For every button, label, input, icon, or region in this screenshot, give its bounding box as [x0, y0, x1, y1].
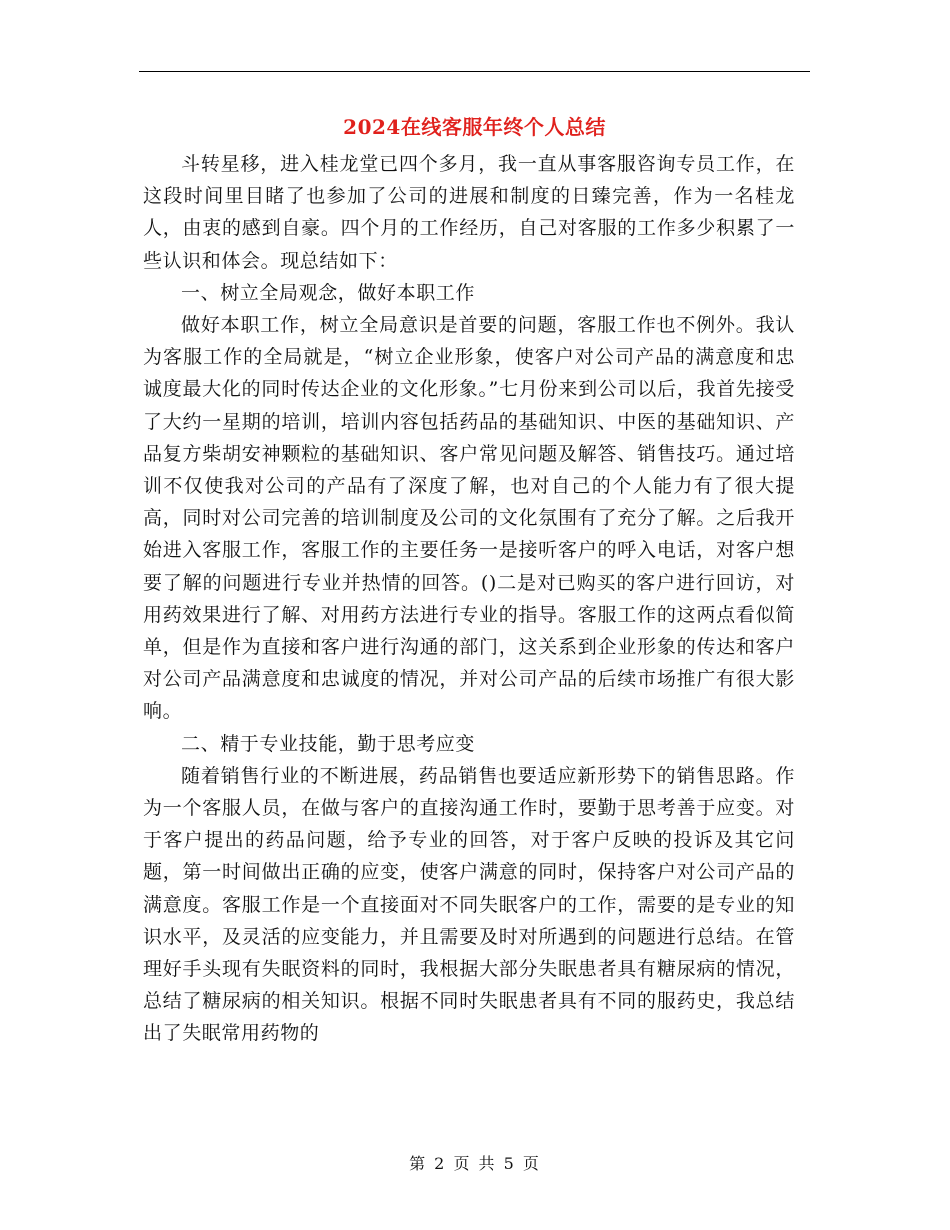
paragraph-section-2: 随着销售行业的不断进展，药品销售也要适应新形势下的销售思路。作为一个客服人员，在做与客户的直接沟通工作时，要勤于思考善于应变。对于客户提出的药品问题，给予专业的回答，对于客户反映的投诉及其它问题，第一时间做出正确的应变，使客户满意的同时，保持客户对公司产品的满意度。客服工作是一个直接面对不同失眠客户的工作，需要的是专业的知识水平，及灵活的应变能力，并且需要及时对所遇到的问题进行总结。在管理好手头现有失眠资料的同时，我根据大部分失眠患者具有糖尿病的情况，总结了糖尿病的相关知识。根据不同时失眠患者具有不同的服药史，我总结出了失眠常用药物的 — [143, 764, 795, 1045]
section-heading-2: 二、精于专业技能，勤于思考应变 — [181, 732, 476, 755]
paragraph-intro: 斗转星移，进入桂龙堂已四个多月，我一直从事客服咨询专员工作，在这段时间里目睹了也参加了公司的进展和制度的日臻完善，作为一名桂龙人，由衷的感到自豪。四个月的工作经历，自己对客服的工作多少积累了一些认识和体会。现总结如下： — [143, 153, 795, 272]
page-number: 第 2 页 共 5 页 — [409, 1154, 541, 1173]
paragraph-section-1: 做好本职工作，树立全局意识是首要的问题，客服工作也不例外。我认为客服工作的全局就是，“树立企业形象，使客户对公司产品的满意度和忠诚度最大化的同时传达企业的文化形象。”七月份来到公司以后，我首先接受了大约一星期的培训，培训内容包括药品的基础知识、中医的基础知识、产品复方柴胡安神颗粒的基础知识、客户常见问题及解答、销售技巧。通过培训不仅使我对公司的产品有了深度了解，也对自己的个人能力有了很大提高，同时对公司完善的培训制度及公司的文化氛围有了充分了解。之后我开始进入客服工作，客服工作的主要任务一是接听客户的呼入电话，对客户想要了解的问题进行专业并热情的回答。()二是对已购买的客户进行回访，对用药效果进行了解、对用药方法进行专业的指导。客服工作的这两点看似简单，但是作为直接和客户进行沟通的部门，这关系到企业形象的传达和客户对公司产品满意度和忠诚度的情况，并对公司产品的后续市场推广有很大影响。 — [143, 314, 795, 723]
header-rule — [139, 71, 810, 72]
document-title: 2024在线客服年终个人总结 — [343, 115, 606, 139]
section-heading-1: 一、树立全局观念，做好本职工作 — [181, 281, 476, 304]
document-body — [143, 148, 795, 1050]
